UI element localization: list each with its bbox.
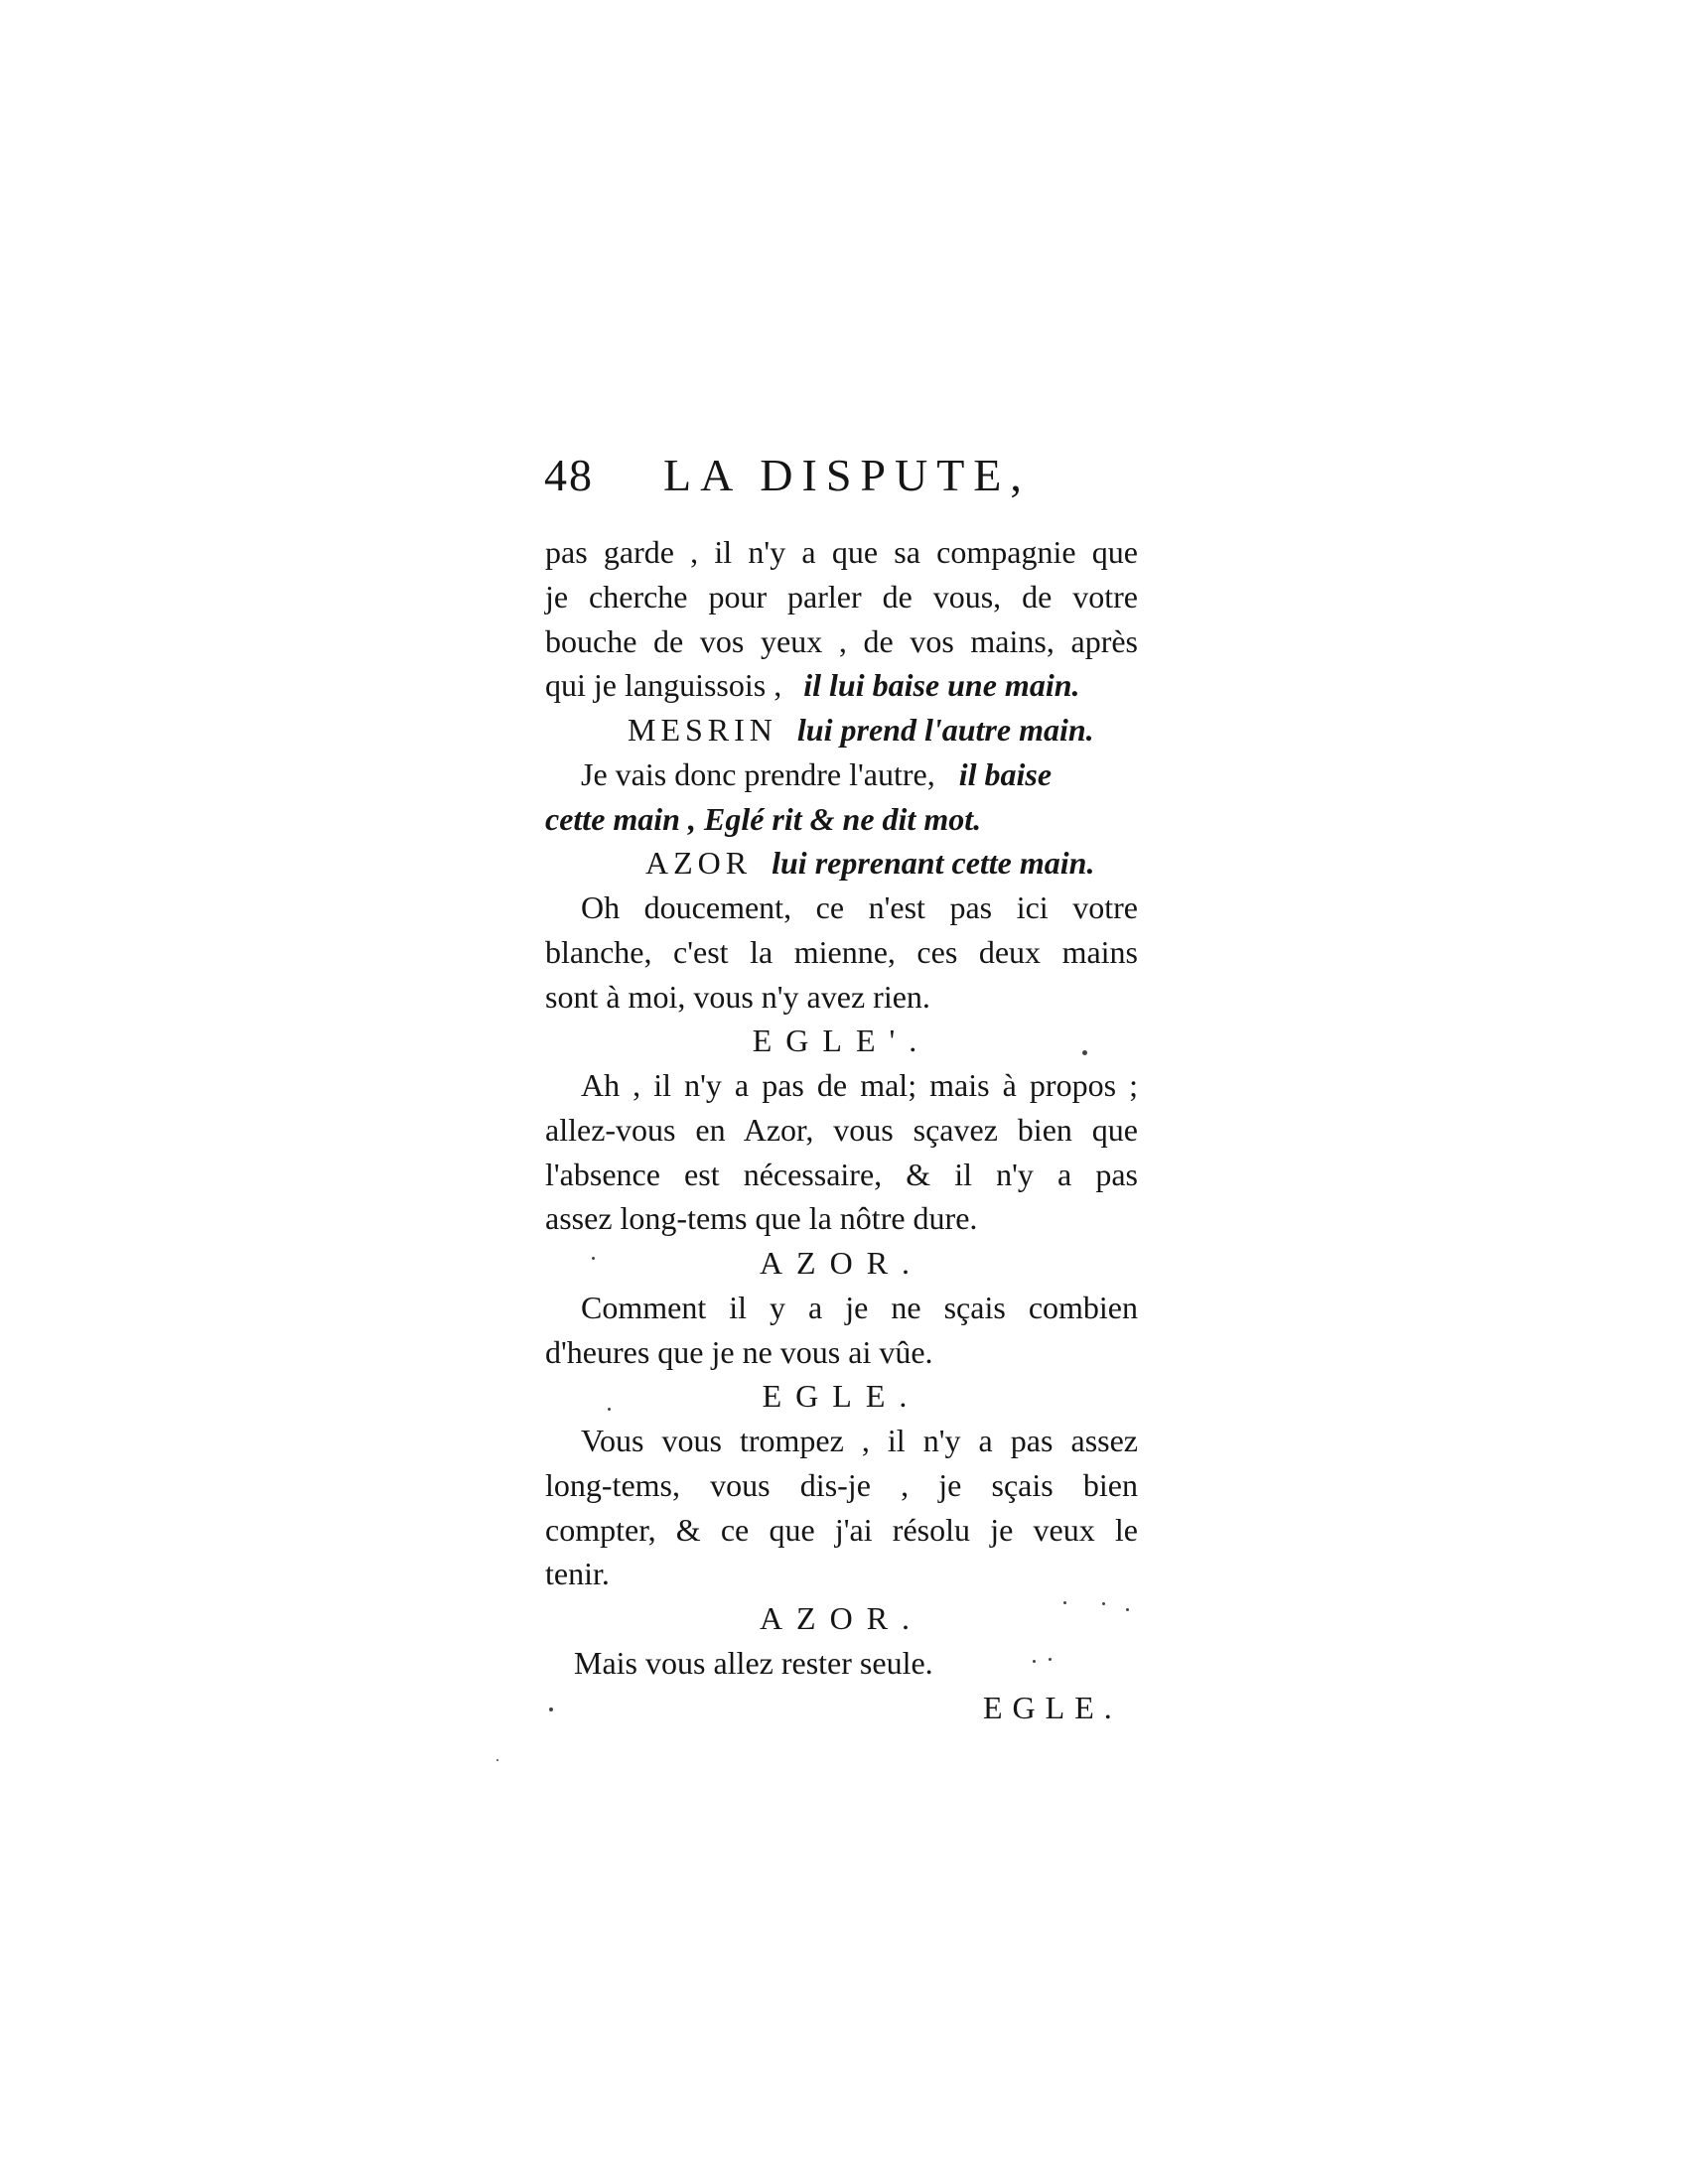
text-line: bouche de vos yeux , de vos mains, après: [545, 623, 1138, 659]
text-line: long-tems, vous dis-je , je sçais bien: [545, 1467, 1138, 1503]
scan-speck: [1126, 1608, 1129, 1611]
text-line: l'absence est nécessaire, & il n'y a pas: [545, 1157, 1138, 1192]
text-line: Oh doucement, ce n'est pas ici votre: [581, 889, 1138, 925]
scan-speck: [1082, 1050, 1087, 1055]
speaker-name: AZOR: [645, 845, 753, 881]
text-line: sont à moi, vous n'y avez rien.: [545, 979, 930, 1015]
text-line: assez long-tems que la nôtre dure.: [545, 1200, 978, 1236]
speaker-name: MESRIN: [628, 712, 777, 748]
stage-direction: il baise: [958, 756, 1053, 792]
text-line: Ah , il n'y a pas de mal; mais à propos ;: [581, 1067, 1138, 1103]
running-header: [544, 449, 1140, 508]
scan-speck: [1102, 1602, 1105, 1605]
speaker-line: [645, 843, 1094, 883]
text-span: qui je languissois ,: [545, 667, 782, 703]
speaker-line: [628, 710, 1094, 750]
text-line: tenir.: [545, 1556, 610, 1591]
text-line: d'heures que je ne vous ai vûe.: [545, 1334, 933, 1370]
text-line: [545, 665, 1138, 705]
text-line: pas garde , il n'y a que sa compagnie que: [545, 534, 1138, 570]
text-span: Je vais donc prendre l'autre,: [581, 756, 935, 792]
scan-speck: [549, 1707, 553, 1711]
speaker-name: AZOR.: [759, 1245, 924, 1281]
running-title: LA DISPUTE,: [663, 450, 1031, 500]
text-line: Mais vous allez rester seule.: [574, 1645, 933, 1681]
text-line: compter, & ce que j'ai résolu je veux le: [545, 1512, 1138, 1548]
stage-direction: il lui baise une main.: [803, 667, 1080, 703]
scan-speck: [496, 1759, 498, 1761]
scan-speck: [1033, 1660, 1036, 1663]
stage-direction: lui prend l'autre main.: [796, 712, 1094, 748]
text-line: je cherche pour parler de vous, de votre: [545, 579, 1138, 614]
speaker-name: AZOR.: [759, 1600, 924, 1636]
text-line: Vous vous trompez , il n'y a pas assez: [581, 1423, 1138, 1458]
scan-speck: [608, 1408, 611, 1411]
text-line: allez-vous en Azor, vous sçavez bien que: [545, 1112, 1138, 1148]
scan-speck: [1063, 1601, 1066, 1604]
scan-speck: [1049, 1658, 1052, 1661]
page-number: 48: [544, 450, 594, 500]
text-line: [545, 754, 1138, 794]
catchword: EGLE.: [983, 1690, 1122, 1725]
stage-direction: lui reprenant cette main.: [772, 845, 1095, 881]
text-line: Comment il y a je ne sçais combien: [581, 1290, 1138, 1325]
speaker-name: EGLE.: [762, 1378, 921, 1414]
scan-speck: [592, 1257, 595, 1260]
stage-direction: cette main , Eglé rit & ne dit mot.: [545, 801, 982, 837]
text-line: blanche, c'est la mienne, ces deux mains: [545, 934, 1138, 970]
speaker-name: EGLE'.: [752, 1023, 931, 1058]
